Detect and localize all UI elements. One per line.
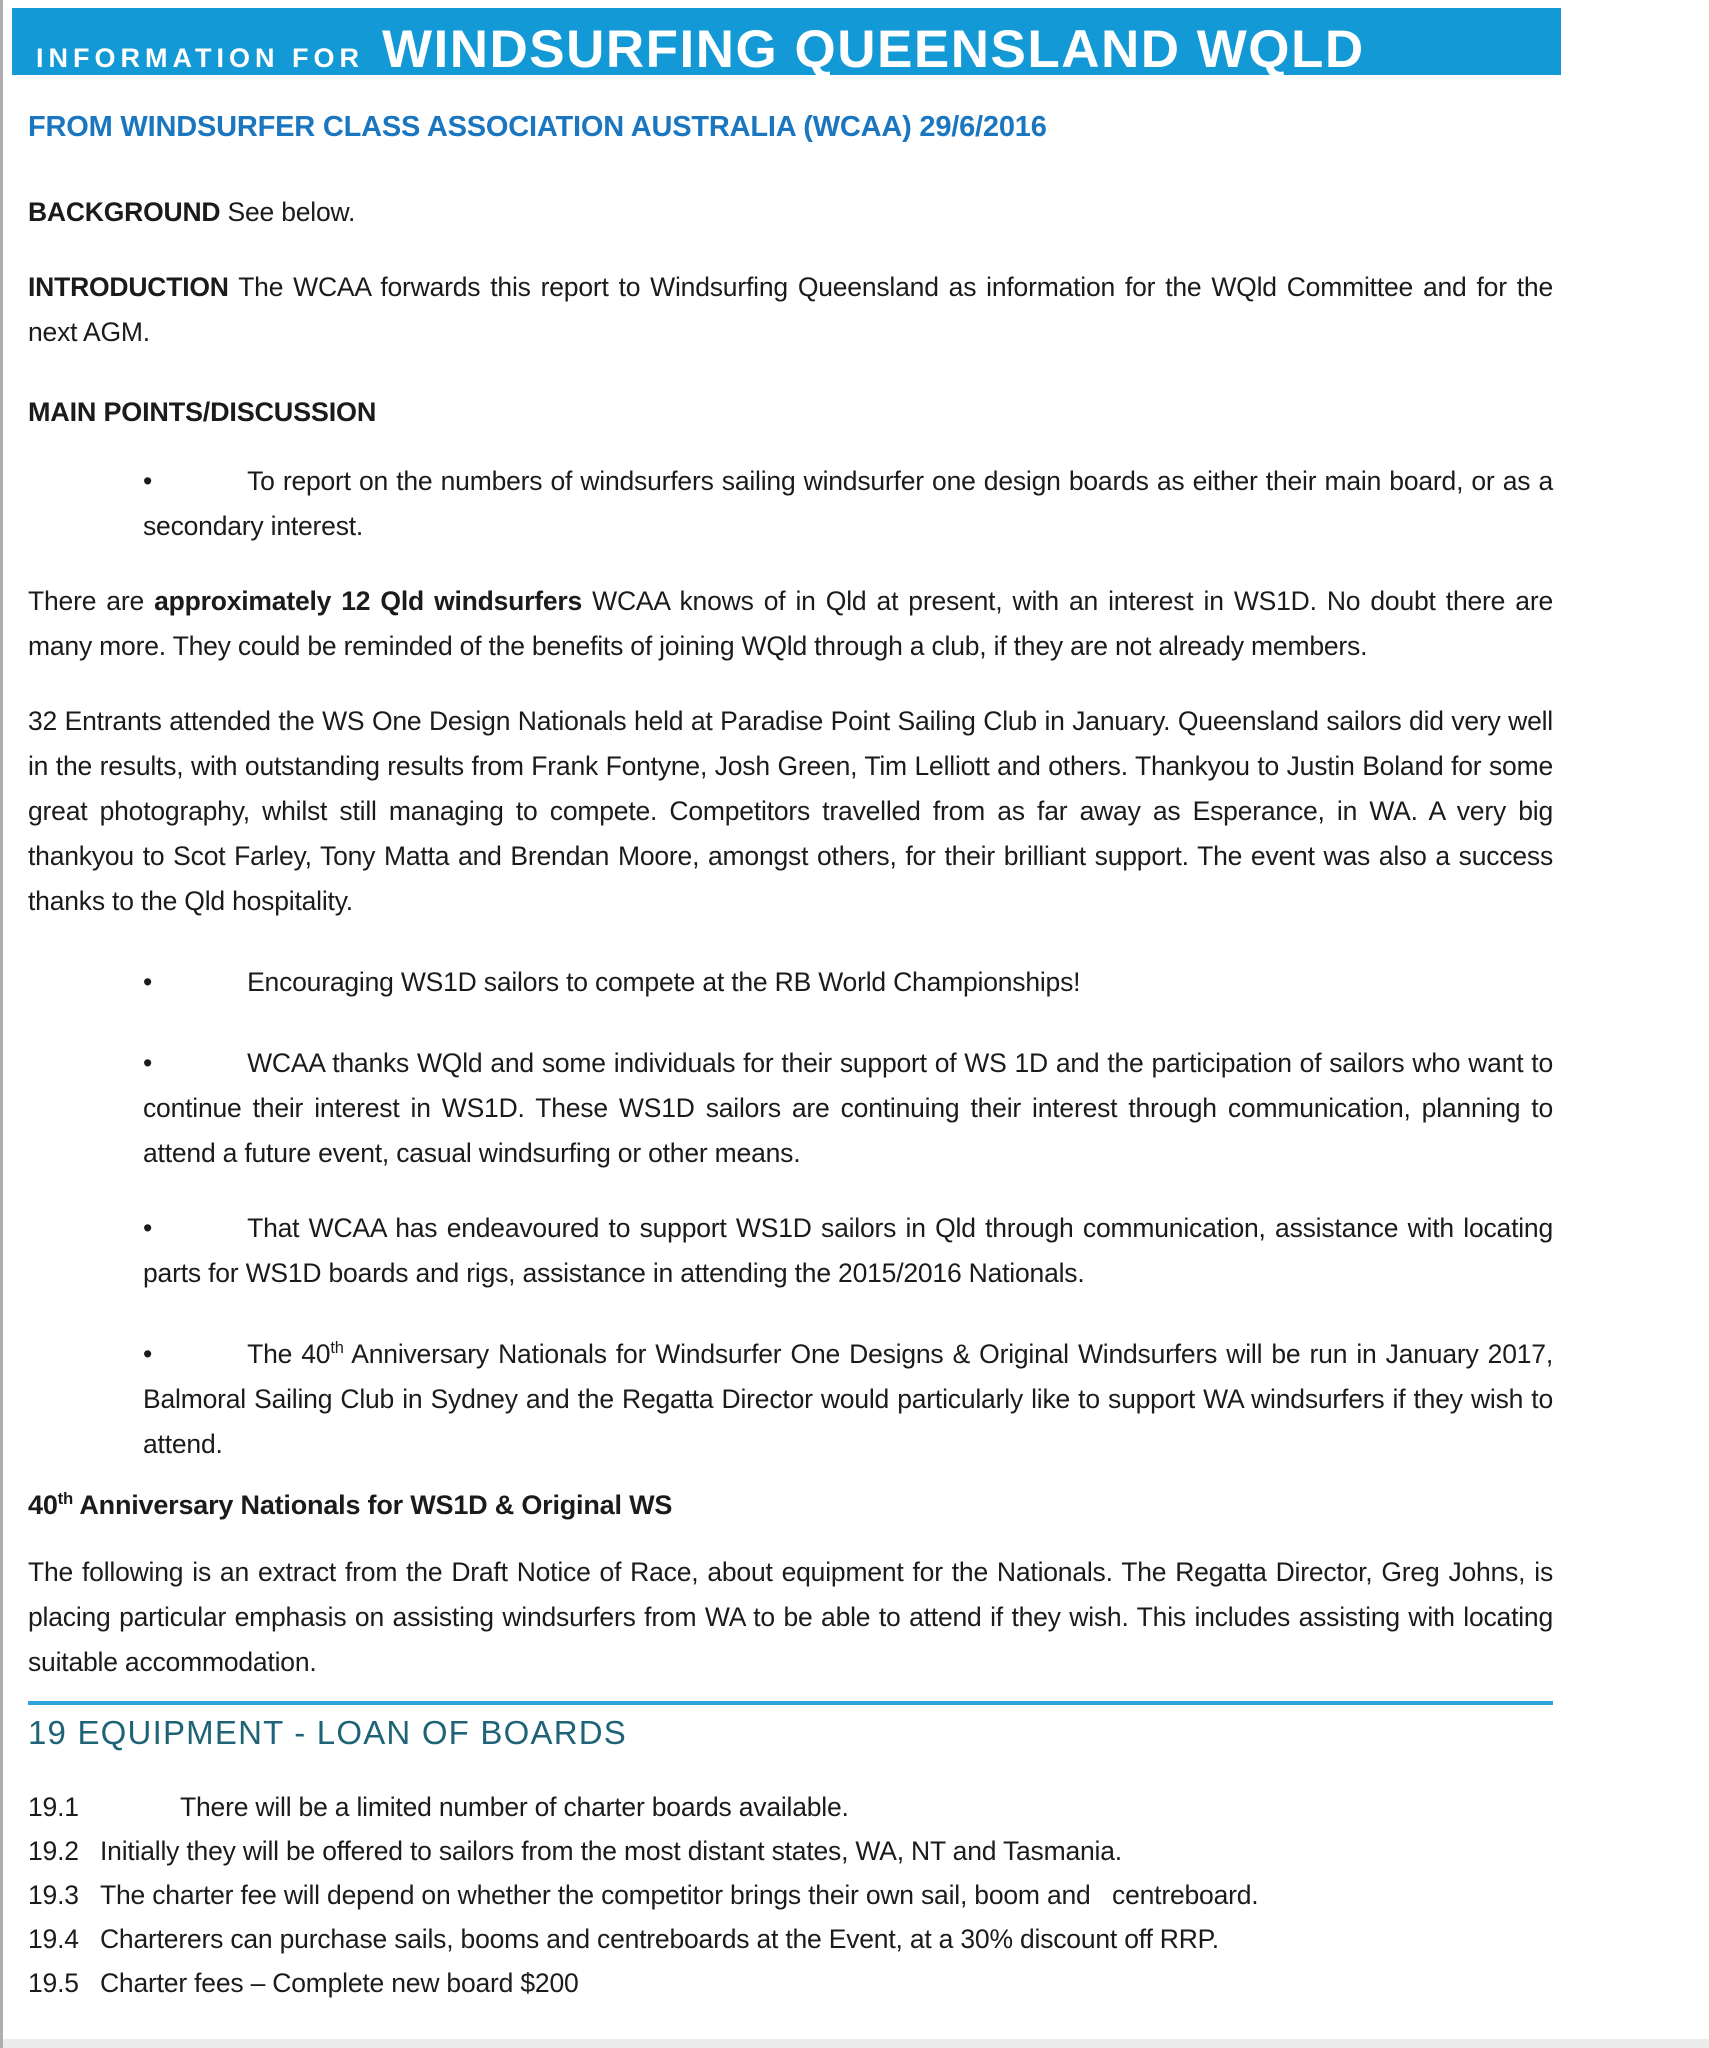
bullet-icon: •	[143, 967, 153, 997]
introduction-label: INTRODUCTION	[28, 272, 229, 302]
bullet-item-endeavoured	[28, 1206, 1553, 1296]
bullet-anniversary-post: Anniversary Nationals for Windsurfer One Designs & Original Windsurfers will be run in January 2017, Balmoral Sailing Club in Sydney and the Regatta Director would particularly like to support WA windsurfers if they wish to attend.	[143, 1339, 1553, 1459]
background-text: See below.	[220, 197, 356, 227]
equipment-heading: 19 EQUIPMENT - LOAN OF BOARDS	[28, 1701, 1553, 1752]
bullet-icon: •	[143, 1213, 153, 1243]
anniversary-heading	[28, 1483, 1553, 1528]
qld-text-bold: approximately 12 Qld windsurfers	[154, 586, 583, 616]
qld-windsurfers-paragraph	[28, 579, 1553, 669]
list-item-number: 19.5	[28, 1968, 79, 1998]
list-item-text: There will be a limited number of charter boards available.	[180, 1792, 849, 1822]
document-body	[28, 111, 1553, 2005]
list-item-text: Charter fees – Complete new board $200	[100, 1968, 579, 1998]
equipment-list	[28, 1785, 1553, 2005]
entrants-paragraph: 32 Entrants attended the WS One Design Nationals held at Paradise Point Sailing Club in January. Queensland sailors did very well in the results, with outstanding results from Frank Fontyne, Josh Green, Tim Lelliott and others. Thankyou to Justin Boland for some great photography, whilst still managing to compete. Competitors travelled from as far away as Esperance, in WA. A very big thankyou to Scot Farley, Tony Matta and Brendan Moore, amongst others, for their brilliant support. The event was also a success thanks to the Qld hospitality.	[28, 706, 1553, 916]
bullet-item-report	[28, 459, 1553, 549]
background-paragraph	[28, 190, 1553, 235]
bullet-icon: •	[143, 466, 153, 496]
main-points-heading: MAIN POINTS/DISCUSSION	[28, 397, 377, 427]
list-item	[28, 1917, 1553, 1961]
list-item-number: 19.1	[28, 1792, 79, 1822]
list-item	[28, 1961, 1553, 2005]
bullet-endeavoured-text: That WCAA has endeavoured to support WS1D sailors in Qld through communication, assistance with locating parts for WS1D boards and rigs, assistance in attending the 2015/2016 Nationals.	[143, 1213, 1553, 1288]
page-bottom-edge	[3, 2039, 1709, 2048]
header-prefix-label: INFORMATION FOR	[36, 43, 364, 73]
qld-text-post: WCAA knows of in Qld at present, with an interest in WS1D. No doubt there are many more. They could be reminded of the benefits of joining WQld through a club, if they are not already members.	[28, 586, 1553, 661]
list-item-text: Charterers can purchase sails, booms and centreboards at the Event, at a 30% discount off RRP.	[100, 1924, 1219, 1954]
background-label: BACKGROUND	[28, 197, 221, 227]
bullet-anniversary-pre: The 40	[247, 1339, 331, 1369]
introduction-paragraph	[28, 265, 1553, 355]
bullet-report-text: To report on the numbers of windsurfers sailing windsurfer one design boards as either their main board, or as a secondary interest.	[143, 466, 1553, 541]
page-title: WINDSURFING QUEENSLAND WQLD	[381, 20, 1365, 79]
bullet-icon: •	[143, 1339, 153, 1369]
list-item	[28, 1785, 1553, 1829]
extract-paragraph: The following is an extract from the Draft Notice of Race, about equipment for the Nationals. The Regatta Director, Greg Johns, is placing particular emphasis on assisting windsurfers from WA to be able to attend if they wish. This includes assisting with locating suitable accommodation.	[28, 1557, 1553, 1677]
bullet-item-encouraging	[28, 960, 1553, 1005]
bullet-item-thanks	[28, 1041, 1553, 1176]
document-subtitle: FROM WINDSURFER CLASS ASSOCIATION AUSTRALIA (WCAA) 29/6/2016	[28, 111, 1047, 143]
list-item	[28, 1873, 1553, 1917]
introduction-text: The WCAA forwards this report to Windsurfing Queensland as information for the WQld Committee and for the next AGM.	[28, 272, 1553, 347]
anniversary-heading-pre: 40	[28, 1490, 58, 1520]
bullet-encouraging-text: Encouraging WS1D sailors to compete at the RB World Championships!	[247, 967, 1081, 997]
list-item-number: 19.4	[28, 1924, 79, 1954]
document-header-bar	[12, 8, 1561, 79]
anniversary-heading-post: Anniversary Nationals for WS1D & Original WS	[73, 1490, 673, 1520]
list-item-text: The charter fee will depend on whether the competitor brings their own sail, boom and centreboard.	[100, 1880, 1259, 1910]
list-item	[28, 1829, 1553, 1873]
list-item-number: 19.2	[28, 1836, 79, 1866]
bullet-anniversary-sup: th	[330, 1339, 344, 1358]
bullet-item-anniversary	[28, 1332, 1553, 1467]
list-item-text: Initially they will be offered to sailors from the most distant states, WA, NT and Tasmania.	[100, 1836, 1122, 1866]
list-item-number: 19.3	[28, 1880, 79, 1910]
anniversary-heading-sup: th	[57, 1489, 74, 1508]
qld-text-pre: There are	[28, 586, 155, 616]
bullet-icon: •	[143, 1048, 153, 1078]
bullet-thanks-text: WCAA thanks WQld and some individuals for their support of WS 1D and the participation of sailors who want to continue their interest in WS1D. These WS1D sailors are continuing their interest through communication, planning to attend a future event, casual windsurfing or other means.	[143, 1048, 1553, 1168]
